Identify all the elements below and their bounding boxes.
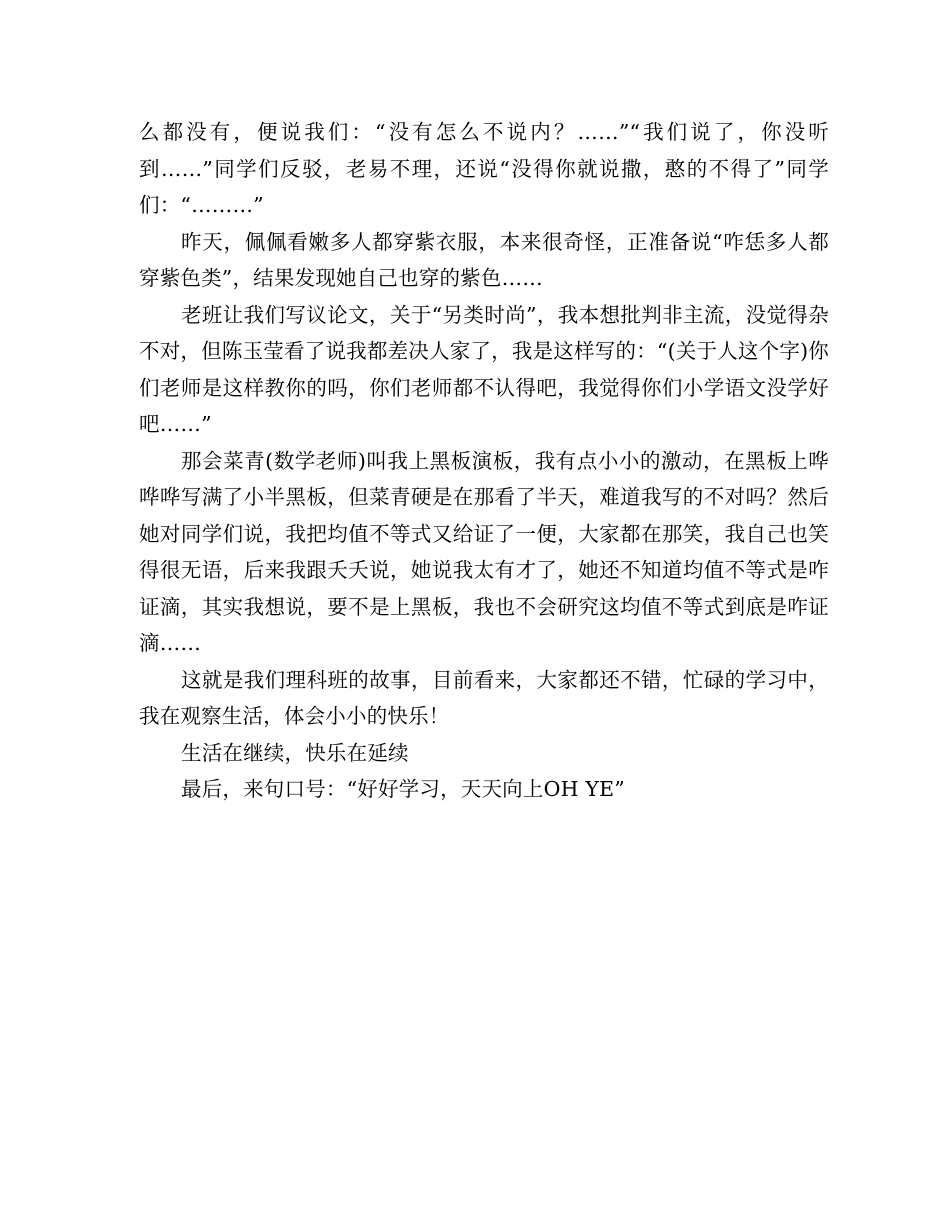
paragraph-class-story: 这就是我们理科班的故事，目前看来，大家都还不错，忙碌的学习中，我在观察生活，体会小小的快乐！ [139,667,829,728]
paragraph-purple-clothes: 昨天，佩佩看嫩多人都穿紫衣服，本来很奇怪，正准备说“咋恁多人都穿紫色类”，结果发现她自己也穿的紫色…… [139,229,829,290]
paragraph-continuation: 么都没有，便说我们：“没有怎么不说内？……”“我们说了，你没听到……”同学们反驳，老易不理，还说“没得你就说撒，憨的不得了”同学们：“………” [139,120,829,217]
paragraph-essay: 老班让我们写议论文，关于“另类时尚”，我本想批判非主流，没觉得杂不对，但陈玉莹看了说我都差决人家了，我是这样写的：“(关于人这个字)你们老师是这样教你的吗，你们老师都不认得吧，我觉得你们小学语文没学好吧……” [139,302,829,436]
paragraph-blackboard: 那会菜青(数学老师)叫我上黑板演板，我有点小小的激动，在黑板上哗哗哗写满了小半黑板，但菜青硬是在那看了半天，难道我写的不对吗？然后她对同学们说，我把均值不等式又给证了一便，大家都在那笑，我自己也笑得很无语，后来我跟夭夭说，她说我太有才了，她还不知道均值不等式是咋证滴，其实我想说，要不是上黑板，我也不会研究这均值不等式到底是咋证滴…… [139,448,829,655]
paragraph-slogan: 最后，来句口号：“好好学习，天天向上OH YE” [181,777,625,801]
document-page [139,114,829,808]
paragraph-life-continues: 生活在继续，快乐在延续 [181,740,409,765]
